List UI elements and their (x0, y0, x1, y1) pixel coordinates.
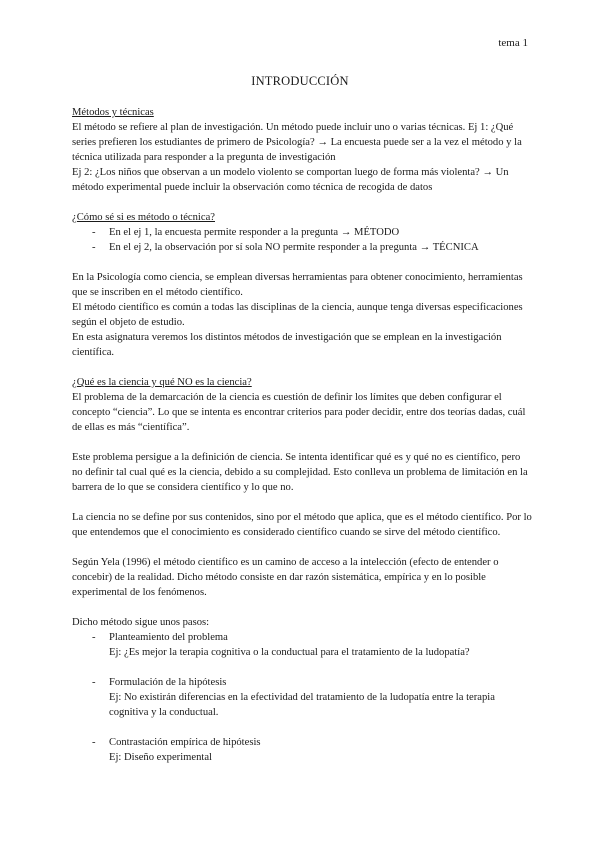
list-item (72, 735, 532, 765)
step-example: Ej: No existirán diferencias en la efectividad del tratamiento de la ludopatía entre la terapia cognitiva y la conductual. (109, 692, 495, 718)
metodo-tecnica-list (72, 225, 532, 255)
paragraph-metodo-comun: El método científico es común a todas las disciplinas de la ciencia, aunque tenga diversas especificaciones según el objeto de estudio. (72, 302, 523, 328)
paragraph-contenidos: La ciencia no se define por sus contenidos, sino por el método que aplica, que es el método científico. Por lo que entendemos que el conocimiento es considerado científico cuando se sirve del método científico. (72, 512, 532, 538)
section-heading-metodo-o-tecnica: ¿Cómo sé si es método o técnica? (72, 212, 215, 223)
paragraph-pasos-intro: Dicho método sigue unos pasos: (72, 617, 210, 628)
paragraph-metodo-definicion: El método se refiere al plan de investigación. Un método puede incluir uno o varias técnicas. Ej 1: ¿Qué series prefieren los estudiantes de primero de Psicología? → La encuesta puede ser a la vez el método y la técnica utilizada para responder a la pregunta de investigación (72, 122, 522, 163)
paragraph-psicologia-ciencia: En la Psicología como ciencia, se emplean diversas herramientas para obtener conocimiento, herramientas que se inscriben en el método científico. (72, 272, 523, 298)
step-label: - Formulación de la hipótesis (109, 677, 227, 688)
paragraph-yela: Según Yela (1996) el método científico es un camino de acceso a la intelección (efecto de entender o concebir) de la realidad. Dicho método consiste en dar razón sistemática, empírica y en lo posible experimental de los fenómenos. (72, 557, 499, 598)
steps-list-3 (72, 735, 532, 765)
list-item (72, 630, 532, 660)
list-item: - En el ej 1, la encuesta permite responder a la pregunta → MÉTODO (72, 225, 532, 240)
step-example: Ej: Diseño experimental (109, 752, 212, 763)
paragraph-demarcacion: El problema de la demarcación de la ciencia es cuestión de definir los límites que deben configurar el concepto “ciencia”. Lo que se intenta es encontrar criterios para poder decidir, entre dos teorías dadas, cuál de ellas es más “científica”. (72, 392, 526, 433)
steps-list (72, 630, 532, 660)
steps-list-2 (72, 675, 532, 720)
paragraph-asignatura: En esta asignatura veremos los distintos métodos de investigación que se emplean en la investigación científica. (72, 332, 502, 358)
paragraph-definicion-ciencia: Este problema persigue a la definición de ciencia. Se intenta identificar qué es y qué no es científico, pero no definir tal cual qué es la ciencia, debido a su complejidad. Esto conlleva un problema de limitación en la barrera de lo que se considera científico y lo que no. (72, 452, 528, 493)
step-label: - Planteamiento del problema (109, 632, 228, 643)
section-heading-metodos: Métodos y técnicas (72, 107, 154, 118)
paragraph-ejemplo-2: Ej 2: ¿Los niños que observan a un modelo violento se comportan luego de forma más violenta? → Un método experimental puede incluir la observación como técnica de recogida de datos (72, 167, 509, 193)
step-label: - Contrastación empírica de hipótesis (109, 737, 261, 748)
document-body (72, 105, 532, 765)
list-item (72, 675, 532, 720)
section-heading-que-es-ciencia: ¿Qué es la ciencia y qué NO es la ciencia? (72, 377, 252, 388)
step-example: Ej: ¿Es mejor la terapia cognitiva o la conductual para el tratamiento de la ludopatía? (109, 647, 470, 658)
page-title: INTRODUCCIÓN (251, 74, 349, 88)
page-header-topic: tema 1 (498, 37, 528, 49)
list-item: - En el ej 2, la observación por sí sola NO permite responder a la pregunta → TÉCNICA (72, 240, 532, 255)
